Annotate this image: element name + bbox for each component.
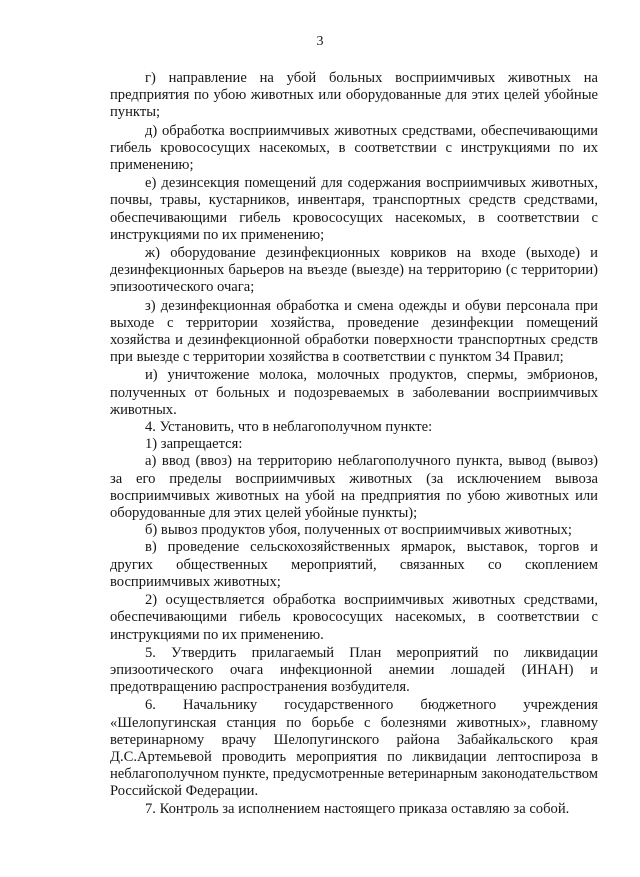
paragraph-item-4-1-b: б) вывоз продуктов убоя, полученных от восприимчивых животных; [145,522,572,539]
paragraph-item-4-1-v: в) проведение сельскохозяйственных ярмарок, выставок, торгов и других общественных мероприятий, связанных со скоплением восприимчивых животных; [110,539,598,590]
paragraph-item-4: 4. Установить, что в неблагополучном пункте: [145,419,433,436]
paragraph-item-4-1-a: а) ввод (ввоз) на территорию неблагополучного пункта, вывод (вывоз) за его пределы восприимчивых животных (за исключением вывоза восприимчивых животных на убой на предприятия по убою животных или оборудованные для этих целей убойные пункты); [110,453,598,522]
paragraph-g: г) направление на убой больных восприимчивых животных на предприятия по убою животных или оборудованные для этих целей убойные пункты; [110,70,598,121]
paragraph-item-5: 5. Утвердить прилагаемый План мероприятий по ликвидации эпизоотического очага инфекционной анемии лошадей (ИНАН) и предотвращению распространения возбудителя. [110,644,598,696]
paragraph-d: д) обработка восприимчивых животных средствами, обеспечивающими гибель кровососущих насекомых, в соответствии с инструкциями по их применению; [110,122,598,174]
paragraph-z: з) дезинфекционная обработка и смена одежды и обуви персонала при выходе с территории хозяйства, проведение дезинфекции помещений хозяйства и дезинфекционной обработки поверхности транспортных средств при выезде с территории хозяйства в соответствии с пунктом 34 Правил; [110,297,598,366]
paragraph-e: е) дезинсекция помещений для содержания восприимчивых животных, почвы, травы, кустарников, инвентаря, транспортных средств средствами, обеспечивающими гибель кровососущих насекомых, в соответствии с инструкциями по их применению; [110,175,598,243]
document-body [110,70,598,818]
paragraph-item-6: 6. Начальнику государственного бюджетного учреждения «Шелопугинская станция по борьбе с болезнями животных», главному ветеринарному врачу Шелопугинского района Забайкальского края Д.С.Артемьевой проводить мероприятия по ликвидации лептоспироза в неблагополучном пункте, предусмотренные ветеринарным законодательством Российской Федерации. [110,697,598,800]
paragraph-i: и) уничтожение молока, молочных продуктов, спермы, эмбрионов, полученных от больных и подозреваемых в заболевании восприимчивых животных. [110,367,598,418]
paragraph-item-4-2: 2) осуществляется обработка восприимчивых животных средствами, обеспечивающими гибель кровососущих насекомых, в соответствии с инструкциями по их применению. [110,592,598,643]
page-number: 3 [316,34,324,49]
paragraph-item-4-1: 1) запрещается: [145,436,243,453]
paragraph-zh: ж) оборудование дезинфекционных ковриков на входе (выходе) и дезинфекционных барьеров на въезде (выезде) на территорию (с территории) эпизоотического очага; [110,245,598,296]
paragraph-item-7: 7. Контроль за исполнением настоящего приказа оставляю за собой. [145,800,570,817]
